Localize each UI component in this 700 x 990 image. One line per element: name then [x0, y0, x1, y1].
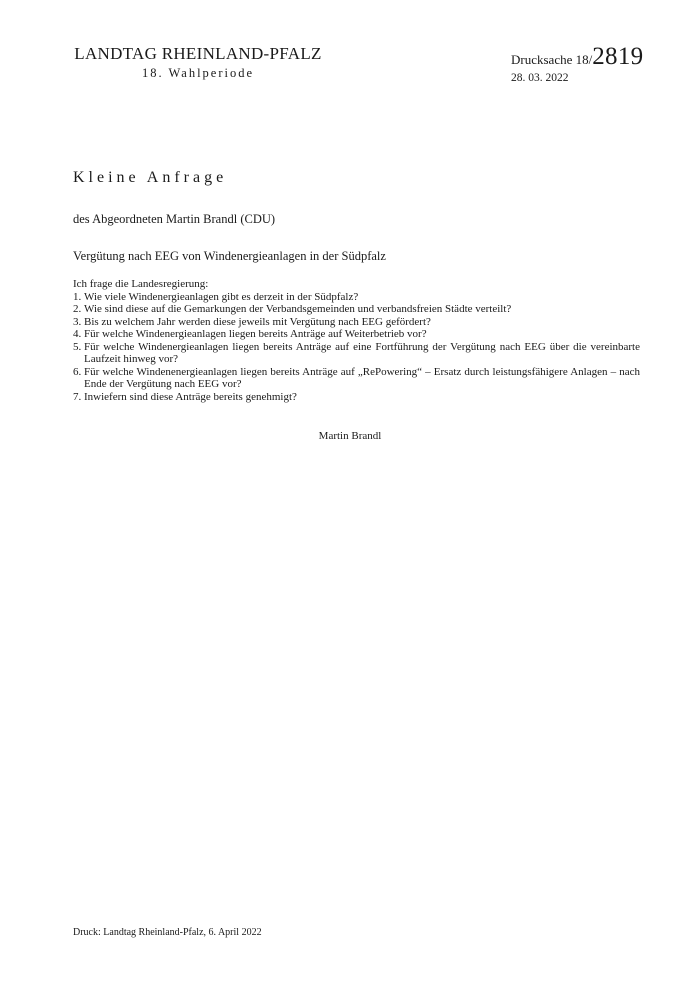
- document-author: des Abgeordneten Martin Brandl (CDU): [73, 212, 276, 226]
- question-number: 1.: [73, 290, 82, 303]
- drucksache-line: [511, 44, 651, 73]
- question-text: Für welche Windenergieanlagen liegen bereits Anträge auf eine Fortführung der Vergütung nach EEG über die vereinbarte Laufzeit hinweg vor?: [84, 340, 640, 365]
- question-text: Für welche Windenergieanlagen liegen bereits Anträge auf Weiterbetrieb vor?: [84, 328, 427, 340]
- question-item: [73, 328, 640, 341]
- question-text: Inwiefern sind diese Anträge bereits genehmigt?: [84, 390, 297, 403]
- question-item: [73, 366, 640, 391]
- question-number: 2.: [73, 303, 82, 315]
- intro-text: Ich frage die Landesregierung:: [73, 278, 209, 290]
- drucksache-label: Drucksache 18/: [511, 52, 593, 67]
- document-date: 28. 03. 2022: [511, 72, 569, 84]
- legislative-period: 18. Wahlperiode: [141, 66, 255, 80]
- question-text: Wie sind diese auf die Gemarkungen der Verbandsgemeinden und verbandsfreien Städte verteilt?: [84, 303, 512, 315]
- parliament-header: [73, 44, 323, 82]
- drucksache-block: [511, 44, 651, 85]
- question-text: Für welche Windenenergieanlagen liegen bereits Anträge auf „RePowering“ – Ersatz durch leistungsfähigere Anlagen – nach Ende der Vergütung nach EEG vor?: [84, 365, 640, 390]
- question-number: 4.: [73, 328, 82, 340]
- document-subject: Vergütung nach EEG von Windenergieanlagen in der Südpfalz: [73, 249, 386, 263]
- drucksache-number: 2819: [592, 43, 644, 70]
- question-item: [73, 391, 640, 404]
- document-body: [73, 278, 640, 403]
- question-item: [73, 316, 640, 329]
- print-footer: Druck: Landtag Rheinland-Pfalz, 6. April 2022: [73, 927, 262, 938]
- document-type: Kleine Anfrage: [73, 169, 228, 186]
- parliament-name: LANDTAG RHEINLAND-PFALZ: [74, 44, 322, 63]
- signature: Martin Brandl: [318, 430, 382, 442]
- question-item: [73, 303, 640, 316]
- question-number: 7.: [73, 390, 82, 403]
- question-number: 6.: [73, 365, 82, 378]
- question-item: [73, 341, 640, 366]
- question-item: [73, 291, 640, 304]
- question-number: 5.: [73, 340, 82, 353]
- question-text: Bis zu welchem Jahr werden diese jeweils mit Vergütung nach EEG gefördert?: [84, 315, 431, 328]
- question-text: Wie viele Windenergieanlagen gibt es derzeit in der Südpfalz?: [84, 290, 359, 303]
- question-number: 3.: [73, 315, 82, 328]
